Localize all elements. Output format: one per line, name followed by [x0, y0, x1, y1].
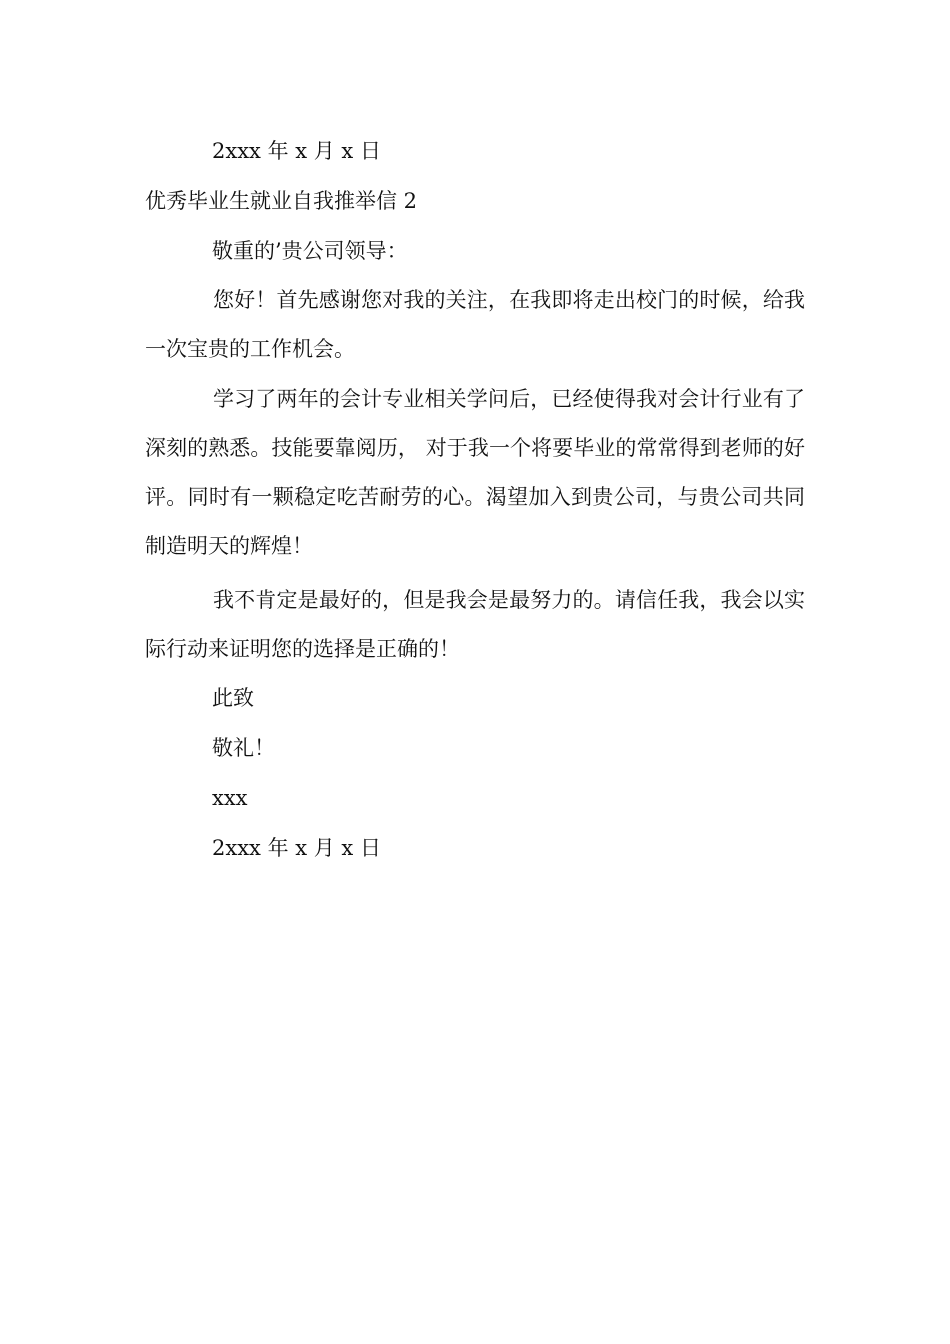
- closing: 此致: [212, 686, 254, 710]
- regards: 敬礼！: [212, 736, 275, 760]
- top-date: 2xxx 年 x 月 x 日: [212, 139, 381, 163]
- paragraph-body: 学习了两年的会计专业相关学问后，已经使得我对会计行业有了深刻的熟悉。技能要靠阅历， 对于我一个将要毕业的常常得到老师的好评。同时有一颗稳定吃苦耐劳的心。渴望加入到贵公司，与贵公司共同制造明天的辉煌！: [145, 387, 805, 558]
- signature: xxx: [212, 786, 248, 810]
- paragraph-greeting: 您好！首先感谢您对我的关注，在我即将走出校门的时候，给我一次宝贵的工作机会。: [145, 288, 805, 361]
- letter-title: 优秀毕业生就业自我推举信 2: [145, 189, 418, 213]
- paragraph-commitment: 我不肯定是最好的，但是我会是最努力的。请信任我，我会以实际行动来证明您的选择是正确的！: [145, 588, 805, 661]
- salutation: 敬重的’贵公司领导：: [212, 239, 408, 263]
- bottom-date: 2xxx 年 x 月 x 日: [212, 836, 381, 860]
